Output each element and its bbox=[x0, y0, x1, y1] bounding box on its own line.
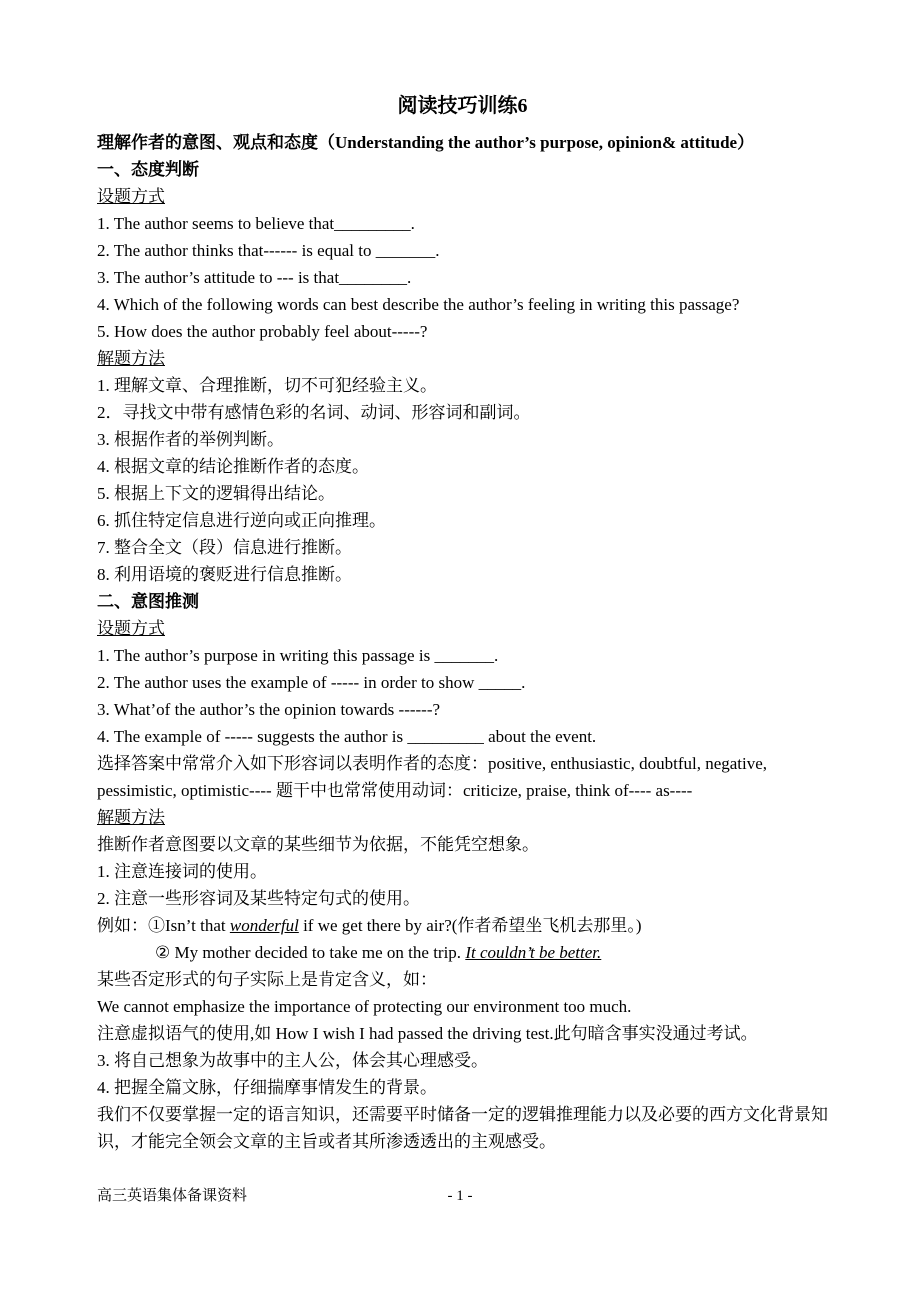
section2-subjunctive-note: 注意虚拟语气的使用,如 How I wish I had passed the driving test.此句暗含事实没通过考试。 bbox=[97, 1024, 758, 1043]
section2-example-2 bbox=[97, 939, 828, 966]
section2-negative-example: We cannot emphasize the importance of protecting our environment too much. bbox=[97, 997, 632, 1016]
underlined-label: 解题方法 bbox=[97, 808, 165, 827]
section1-method-label bbox=[97, 345, 828, 372]
section1-question-4: 4. Which of the following words can best describe the author’s feeling in writing this passage? bbox=[97, 295, 740, 314]
section2-question-1: 1. The author’s purpose in writing this passage is _______. bbox=[97, 646, 499, 665]
section2-question-style-label bbox=[97, 615, 828, 642]
section1-method-5: 5. 根据上下文的逻辑得出结论。 bbox=[97, 484, 335, 503]
section2-method-2: 2. 注意一些形容词及某些特定句式的使用。 bbox=[97, 889, 420, 908]
section1-question-2: 2. The author thinks that------ is equal to _______. bbox=[97, 241, 440, 260]
underlined-label: 设题方式 bbox=[97, 619, 165, 638]
footer-source-label: 高三英语集体备课资料 bbox=[97, 1188, 248, 1204]
section1-method-2: 2．寻找文中带有感情色彩的名词、动词、形容词和副词。 bbox=[97, 403, 531, 422]
section2-method-intro: 推断作者意图要以文章的某些细节为依据，不能凭空想象。 bbox=[97, 835, 539, 854]
section2-heading: 二、意图推测 bbox=[97, 592, 199, 611]
section1-question-style-label bbox=[97, 183, 828, 210]
section1-question-1: 1. The author seems to believe that_________. bbox=[97, 214, 415, 233]
section1-method-6: 6. 抓住特定信息进行逆向或正向推理。 bbox=[97, 511, 386, 530]
section2-question-3: 3. What’of the author’s the opinion towards ------? bbox=[97, 700, 441, 719]
section1-question-3: 3. The author’s attitude to --- is that________. bbox=[97, 268, 412, 287]
underlined-label: 设题方式 bbox=[97, 187, 165, 206]
section1-method-3: 3. 根据作者的举例判断。 bbox=[97, 430, 284, 449]
section1-method-1: 1. 理解文章、合理推断，切不可犯经验主义。 bbox=[97, 376, 437, 395]
section2-method-1: 1. 注意连接词的使用。 bbox=[97, 862, 267, 881]
example1-pre: 例如：①Isn’t that bbox=[97, 916, 230, 935]
section1-method-7: 7. 整合全文（段）信息进行推断。 bbox=[97, 538, 352, 557]
section2-adjective-note: 选择答案中常常介入如下形容词以表明作者的态度：positive, enthusiastic, doubtful, negative, pessimistic, optimistic---- 题干中也常常使用动词：criticize, praise, think of---- as---- bbox=[97, 754, 768, 800]
example1-post: if we get there by air?(作者希望坐飞机去那里。) bbox=[298, 916, 642, 935]
section2-method-4: 4. 把握全篇文脉，仔细揣摩事情发生的背景。 bbox=[97, 1078, 437, 1097]
section2-conclusion: 我们不仅要掌握一定的语言知识，还需要平时储备一定的逻辑推理能力以及必要的西方文化背景知识，才能完全领会文章的主旨或者其所渗透透出的主观感受。 bbox=[97, 1105, 828, 1151]
example2-pre: ② My mother decided to take me on the trip. bbox=[155, 943, 466, 962]
section2-method-3: 3. 将自己想象为故事中的主人公，体会其心理感受。 bbox=[97, 1051, 488, 1070]
section1-question-5: 5. How does the author probably feel about-----? bbox=[97, 322, 428, 341]
section1-heading: 一、态度判断 bbox=[97, 160, 199, 179]
section2-method-label bbox=[97, 804, 828, 831]
example1-emphasis: wonderful bbox=[229, 916, 299, 935]
example2-emphasis: It couldn’t be better. bbox=[465, 943, 602, 962]
doc-subtitle: 理解作者的意图、观点和态度（Understanding the author’s purpose, opinion& attitude） bbox=[97, 133, 755, 152]
section2-question-2: 2. The author uses the example of ----- in order to show _____. bbox=[97, 673, 526, 692]
section2-question-4: 4. The example of ----- suggests the author is _________ about the event. bbox=[97, 727, 597, 746]
section1-method-4: 4. 根据文章的结论推断作者的态度。 bbox=[97, 457, 369, 476]
section2-negative-note: 某些否定形式的句子实际上是肯定含义，如： bbox=[97, 970, 437, 989]
doc-title: 阅读技巧训练6 bbox=[397, 95, 528, 117]
underlined-label: 解题方法 bbox=[97, 349, 165, 368]
footer-page-number: - 1 - bbox=[447, 1188, 473, 1204]
section1-method-8: 8. 利用语境的褒贬进行信息推断。 bbox=[97, 565, 352, 584]
section2-example-1 bbox=[97, 912, 828, 939]
